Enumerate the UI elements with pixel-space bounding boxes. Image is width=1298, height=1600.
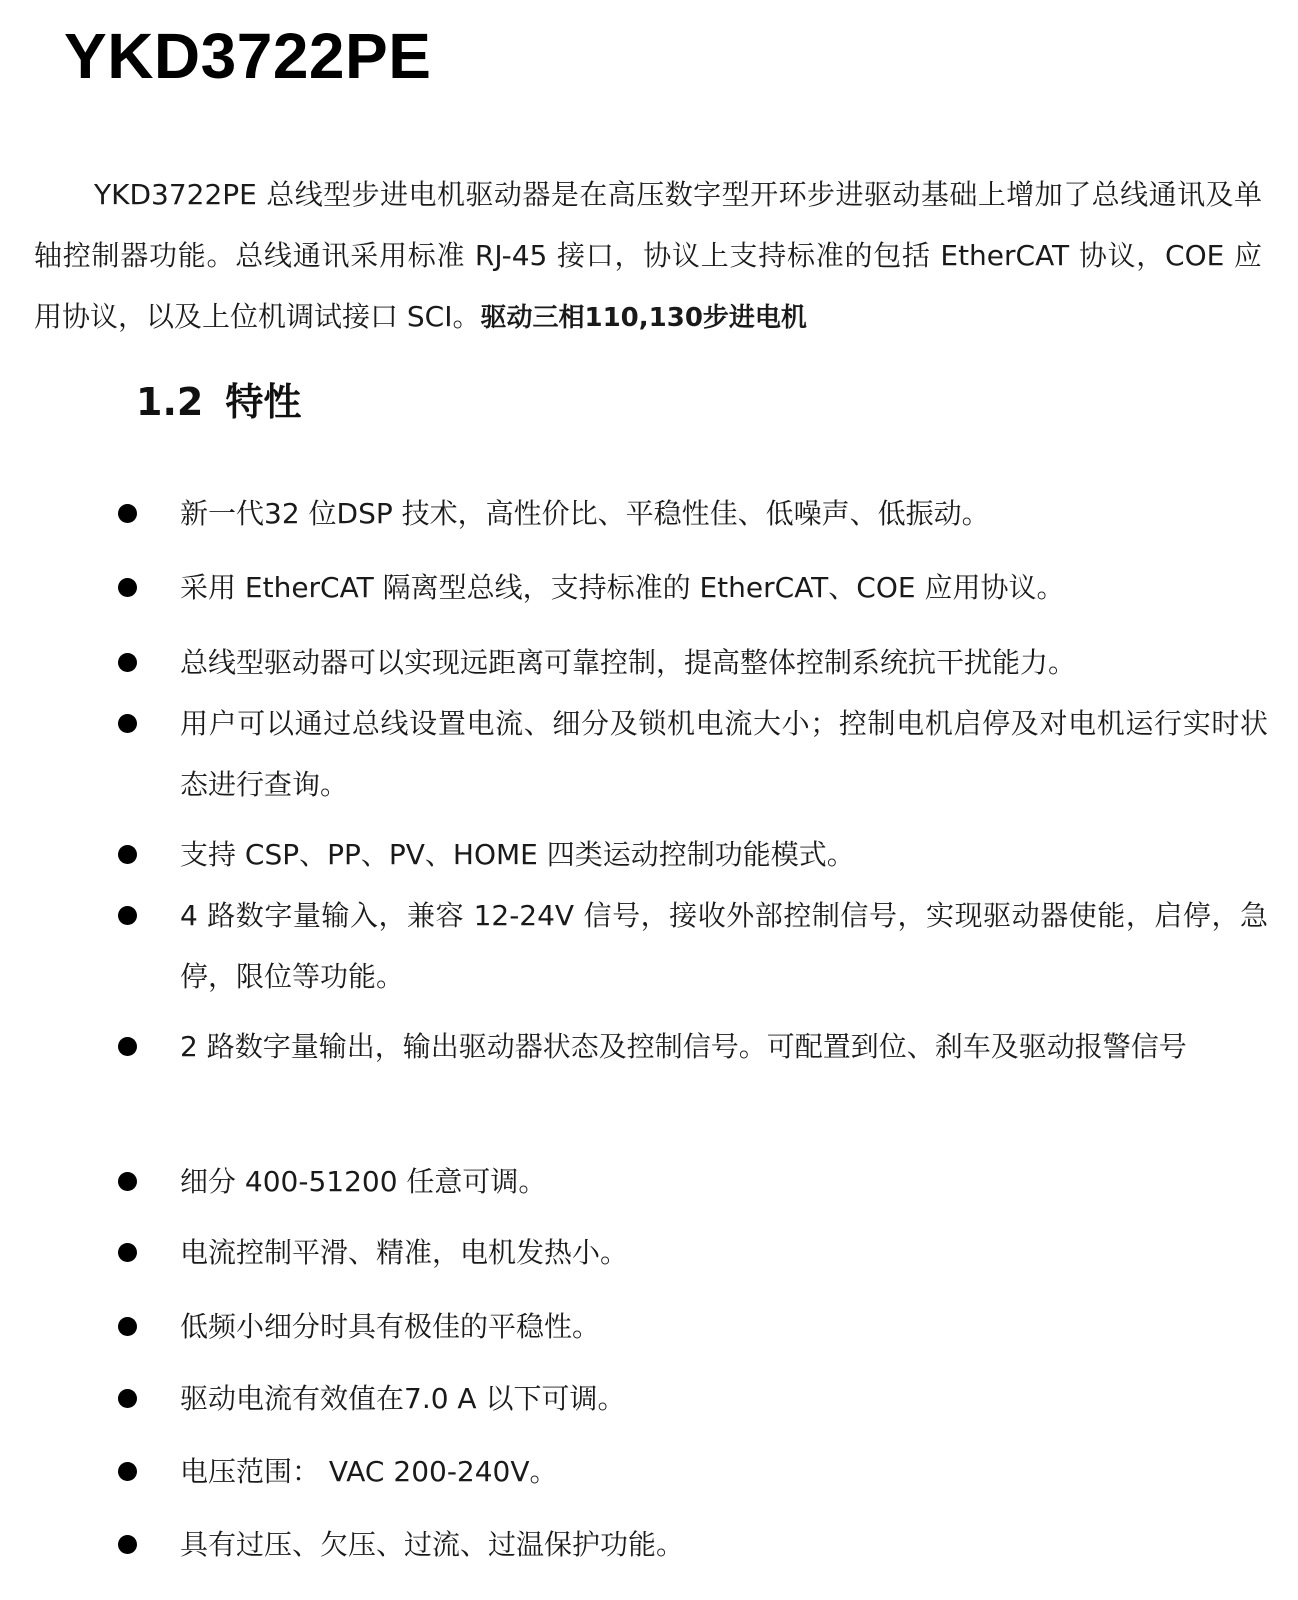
bullet-icon (118, 578, 137, 597)
feature-text: 电流控制平滑、精准，电机发热小。 (180, 1236, 629, 1269)
feature-item (118, 1016, 1268, 1077)
feature-item (118, 693, 1268, 815)
intro-paragraph (34, 164, 1262, 349)
document-title: YKD3722PE (64, 20, 432, 92)
bullet-icon (118, 1037, 137, 1056)
section-title: 特性 (225, 380, 302, 424)
intro-text: YKD3722PE 总线型步进电机驱动器是在高压数字型开环步进驱动基础上增加了总线通讯及单轴控制器功能。总线通讯采用标准 RJ-45 接口，协议上支持标准的包括 EtherCAT 协议，COE 应用协议，以及上位机调试接口 SCI。 (34, 178, 1262, 333)
bullet-icon (118, 1317, 137, 1336)
feature-item (118, 557, 1268, 618)
feature-text: 电压范围： VAC 200-240V。 (180, 1455, 558, 1488)
feature-text: 4 路数字量输入，兼容 12-24V 信号，接收外部控制信号，实现驱动器使能，启停，急停，限位等功能。 (180, 899, 1268, 993)
feature-text: 驱动电流有效值在7.0 A 以下可调。 (180, 1382, 626, 1415)
section-heading (136, 374, 301, 430)
intro-emphasis: 驱动三相110,130步进电机 (480, 303, 807, 333)
feature-text: 总线型驱动器可以实现远距离可靠控制，提高整体控制系统抗干扰能力。 (180, 646, 1077, 679)
bullet-icon (118, 1172, 137, 1191)
bullet-icon (118, 653, 137, 672)
bullet-icon (118, 1535, 137, 1554)
feature-item (118, 1441, 1268, 1502)
bullet-icon (118, 906, 137, 925)
feature-item (118, 1368, 1268, 1429)
feature-item (118, 1296, 1268, 1357)
feature-text: 用户可以通过总线设置电流、细分及锁机电流大小；控制电机启停及对电机运行实时状态进行查询。 (180, 707, 1268, 801)
bullet-icon (118, 1462, 137, 1481)
feature-text: 2 路数字量输出，输出驱动器状态及控制信号。可配置到位、刹车及驱动报警信号 (180, 1030, 1187, 1063)
feature-text: 支持 CSP、PP、PV、HOME 四类运动控制功能模式。 (180, 838, 855, 871)
feature-text: 采用 EtherCAT 隔离型总线，支持标准的 EtherCAT、COE 应用协议。 (180, 571, 1065, 604)
bullet-icon (118, 845, 137, 864)
bullet-icon (118, 1243, 137, 1262)
feature-item (118, 824, 1268, 885)
feature-item (118, 1151, 1268, 1212)
bullet-icon (118, 504, 137, 523)
section-number: 1.2 (136, 380, 204, 424)
feature-item (118, 1514, 1268, 1575)
feature-item (118, 632, 1268, 693)
feature-text: 新一代32 位DSP 技术，高性价比、平稳性佳、低噪声、低振动。 (180, 497, 990, 530)
feature-text: 细分 400-51200 任意可调。 (180, 1165, 547, 1198)
bullet-icon (118, 714, 137, 733)
feature-item (118, 483, 1268, 544)
feature-item (118, 885, 1268, 1007)
bullet-icon (118, 1389, 137, 1408)
feature-text: 具有过压、欠压、过流、过温保护功能。 (180, 1528, 685, 1561)
feature-item (118, 1222, 1268, 1283)
feature-text: 低频小细分时具有极佳的平稳性。 (180, 1310, 601, 1343)
